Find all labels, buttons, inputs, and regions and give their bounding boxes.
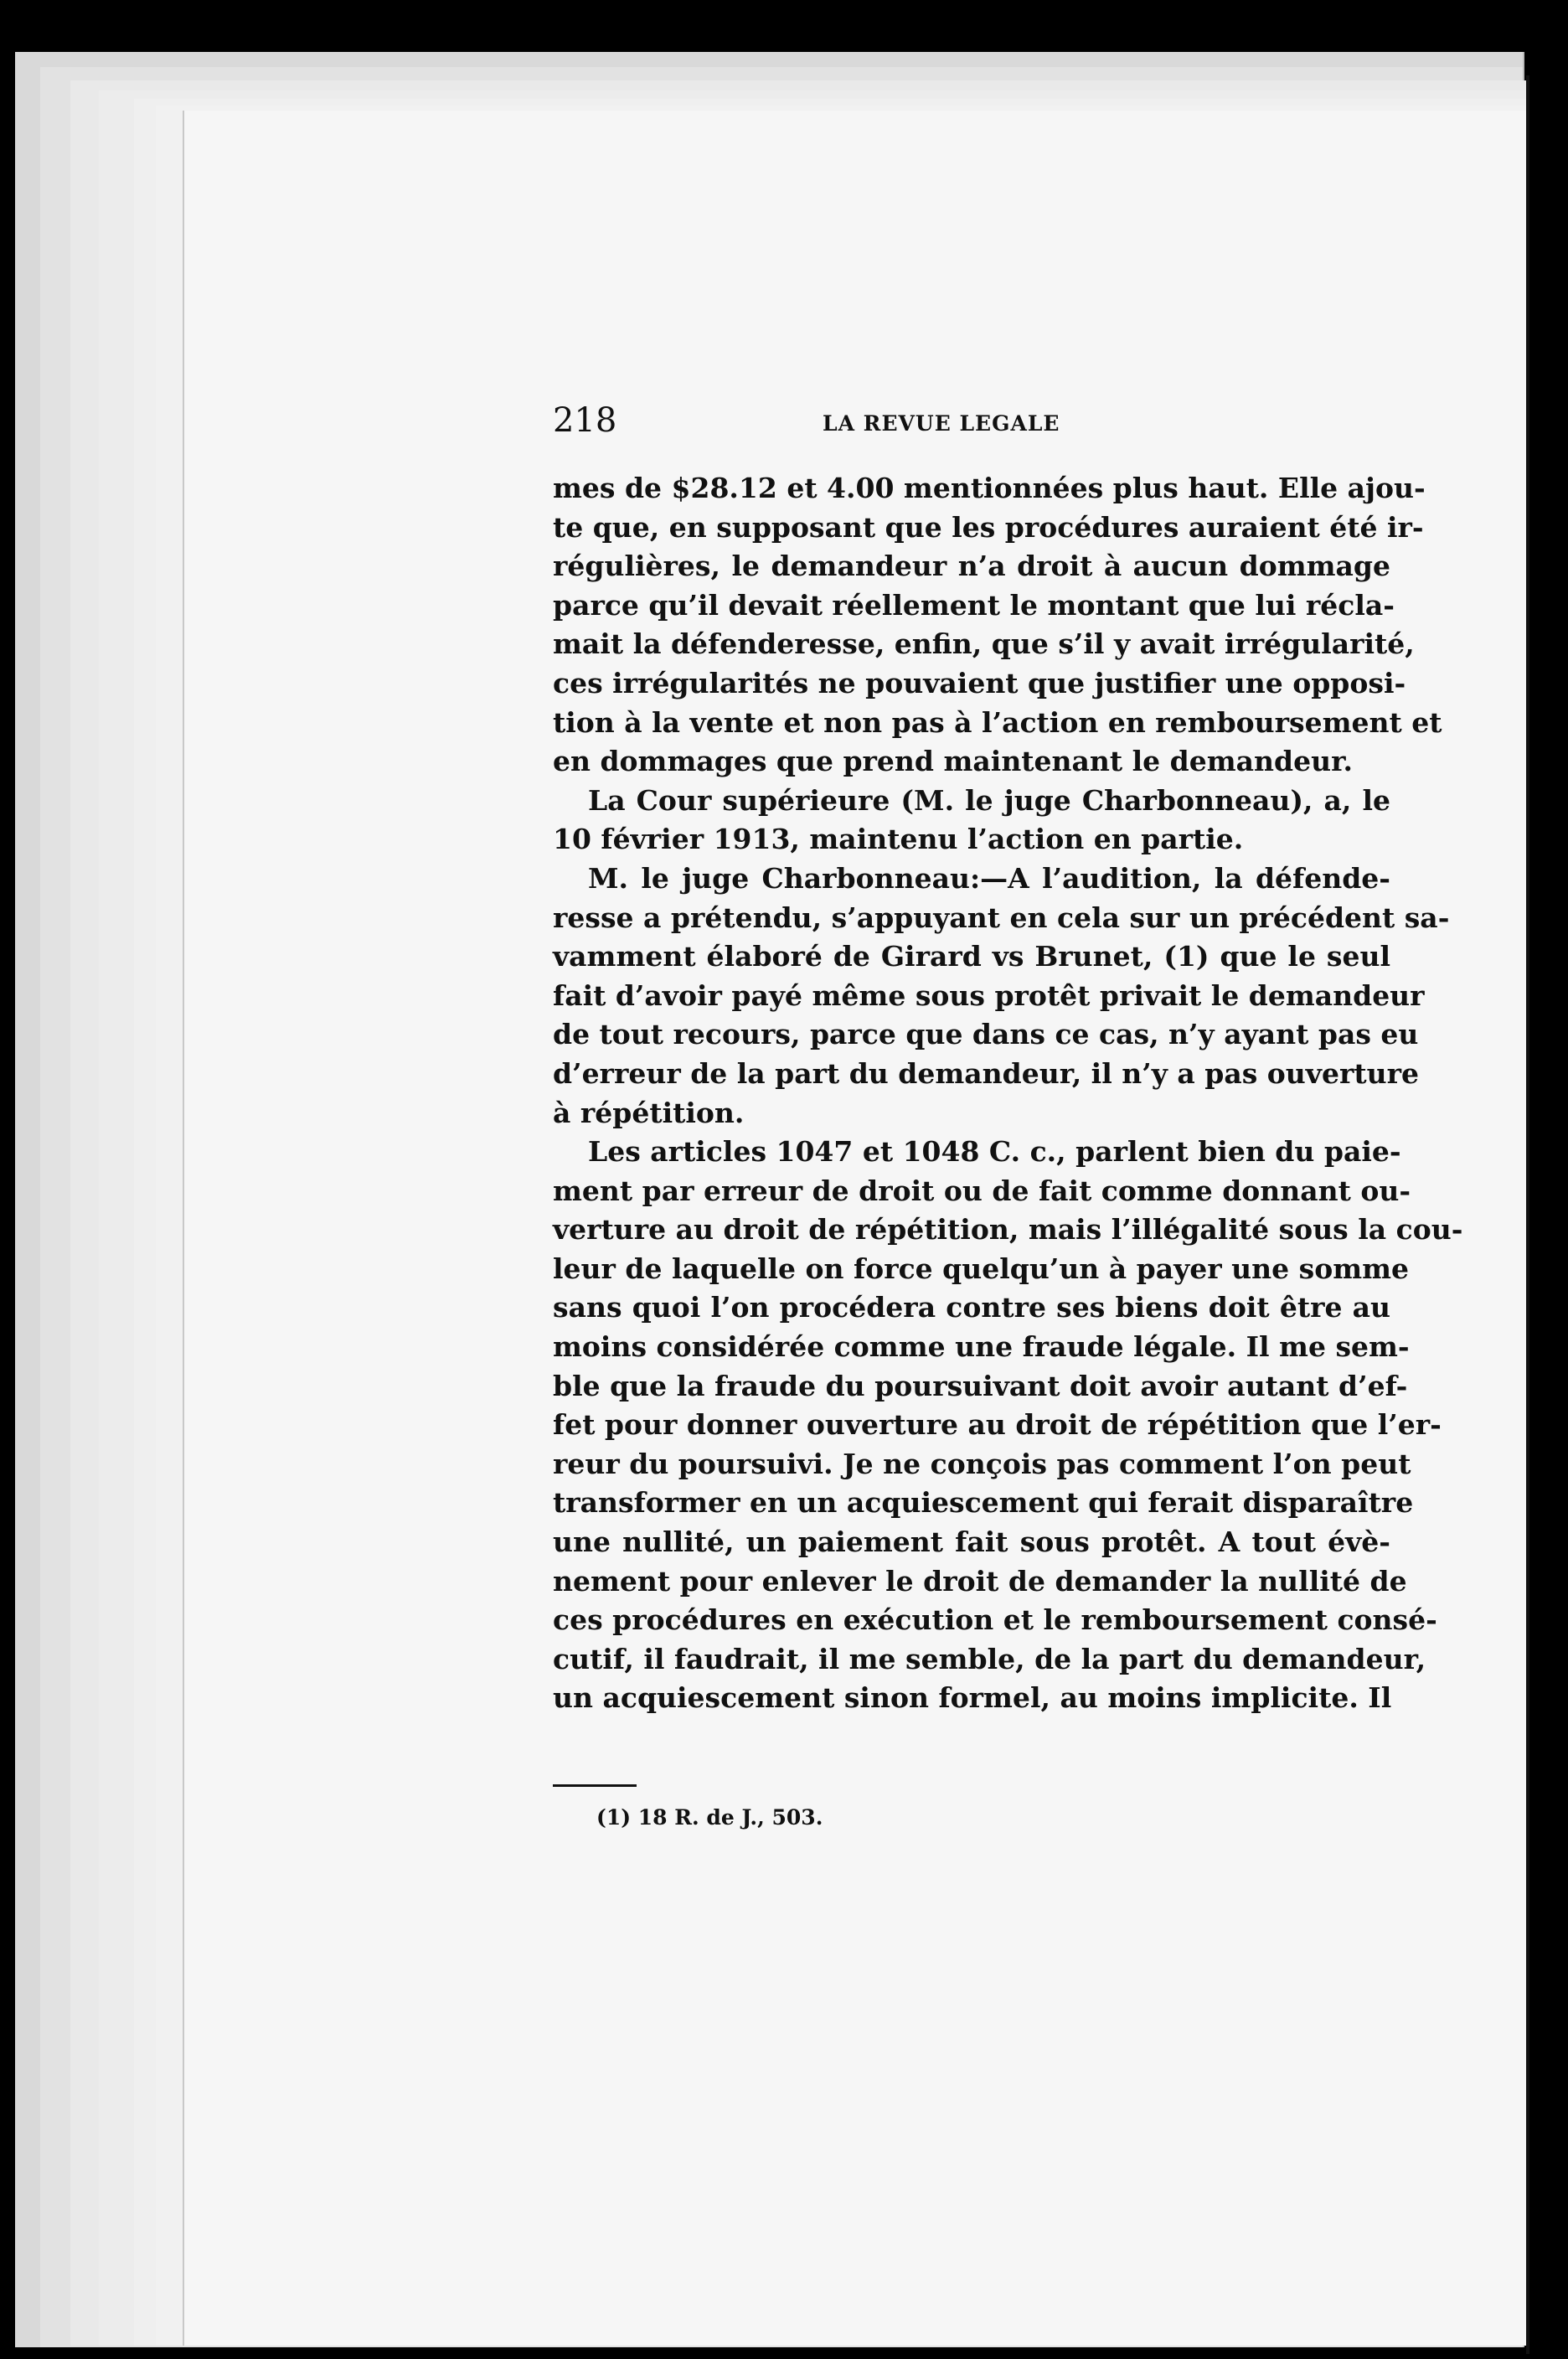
paragraph	[553, 782, 1390, 859]
text-line: fait d’avoir payé même sous protêt privait le demandeur	[553, 978, 1425, 1012]
footnote: (1) 18 R. de J., 503.	[596, 1805, 823, 1830]
text-line: ces procédures en exécution et le remboursement consé-	[553, 1603, 1437, 1637]
text-line: ces irrégularités ne pouvaient que justifier une opposi-	[553, 666, 1406, 699]
text-line: mes de $28.12 et 4.00 mentionnées plus haut. Elle ajou-	[553, 472, 1426, 504]
running-head: LA REVUE LEGALE	[823, 411, 1060, 436]
paragraph	[553, 859, 1450, 1133]
page-header	[553, 400, 1390, 451]
text-line: nement pour enlever le droit de demander la nullité de	[553, 1564, 1407, 1598]
text-line: verture au droit de répétition, mais l’illégalité sous la cou-	[553, 1213, 1463, 1247]
paragraph	[553, 469, 1442, 782]
page-number: 218	[553, 401, 617, 440]
text-line: transformer en un acquiescement qui ferait disparaître	[553, 1486, 1414, 1520]
text-line: M. le juge Charbonneau:—A l’audition, la défende-	[588, 861, 1390, 895]
text-line: une nullité, un paiement fait sous protêt. A tout évè-	[553, 1525, 1390, 1559]
text-line: en dommages que prend maintenant le demandeur.	[553, 745, 1353, 778]
paragraph	[553, 1133, 1463, 1718]
text-line: régulières, le demandeur n’a droit à aucun dommage	[553, 550, 1390, 583]
text-line: ment par erreur de droit ou de fait comme donnant ou-	[553, 1174, 1411, 1207]
scan-border	[1529, 50, 1568, 2359]
text-line: ble que la fraude du poursuivant doit avoir autant d’ef-	[553, 1369, 1408, 1402]
text-line: resse a prétendu, s’appuyant en cela sur un précédent sa-	[553, 901, 1450, 934]
text-line: tion à la vente et non pas à l’action en remboursement et	[553, 705, 1442, 739]
body-text	[553, 469, 1463, 1718]
text-line: La Cour supérieure (M. le juge Charbonneau), a, le	[588, 783, 1390, 817]
text-line: 10 février 1913, maintenu l’action en partie.	[553, 823, 1244, 856]
text-line: leur de laquelle on force quelqu’un à payer une somme	[553, 1252, 1410, 1285]
text-line: reur du poursuivi. Je ne conçois pas comment l’on peut	[553, 1447, 1411, 1480]
text-line: d’erreur de la part du demandeur, il n’y a pas ouverture	[553, 1056, 1419, 1090]
text-line: cutif, il faudrait, il me semble, de la part du demandeur,	[553, 1642, 1426, 1675]
text-line: mait la défenderesse, enfin, que s’il y avait irrégularité,	[553, 627, 1415, 661]
footnote-rule	[553, 1784, 637, 1787]
text-line: moins considérée comme une fraude légale. Il me sem-	[553, 1330, 1410, 1364]
text-line: Les articles 1047 et 1048 C. c., parlent bien du paie-	[588, 1135, 1401, 1169]
text-line: un acquiescement sinon formel, au moins implicite. Il	[553, 1681, 1392, 1715]
text-line: vamment élaboré de Girard vs Brunet, (1) que le seul	[553, 940, 1390, 973]
text-line: te que, en supposant que les procédures auraient été ir-	[553, 510, 1424, 544]
text-line: parce qu’il devait réellement le montant que lui récla-	[553, 588, 1395, 622]
text-line: de tout recours, parce que dans ce cas, n’y ayant pas eu	[553, 1018, 1419, 1051]
text-line: à répétition.	[553, 1096, 745, 1129]
text-line: fet pour donner ouverture au droit de répétition que l’er-	[553, 1408, 1442, 1442]
text-line: sans quoi l’on procédera contre ses biens doit être au	[553, 1291, 1390, 1324]
